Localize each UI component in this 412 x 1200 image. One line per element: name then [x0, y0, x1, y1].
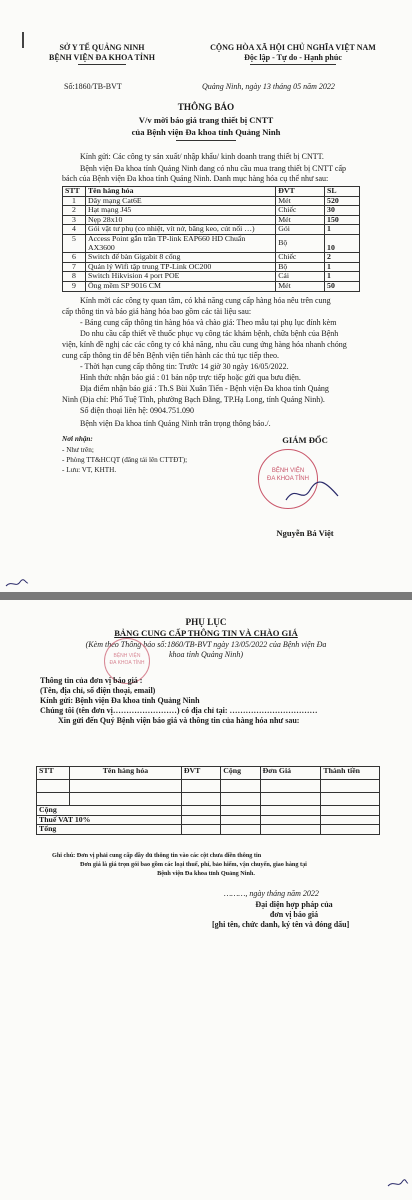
initial-mark	[4, 578, 30, 590]
body-line: - Thời hạn cung cấp thông tin: Trước 14 giờ 30 ngày 16/05/2022.	[80, 362, 289, 371]
sign-date: ………, ngày tháng năm 2022	[224, 889, 319, 898]
recipient-item: - Lưu: VT, KHTH.	[62, 466, 117, 474]
table-cell	[181, 780, 220, 793]
item-unit: Mét	[276, 281, 325, 291]
signer-title: GIÁM ĐỐC	[282, 435, 328, 445]
item-unit: Gói	[276, 225, 325, 235]
item-quantity: 50	[325, 281, 360, 291]
table-cell	[221, 815, 260, 825]
column-header: STT	[37, 767, 70, 780]
recipient-item: - Phòng TT&HCQT (đăng tải lên CTTĐT);	[62, 456, 188, 464]
item-name: Nẹp 28x10	[85, 215, 275, 225]
stamp-text: ĐA KHOA TỈNH	[109, 660, 145, 666]
body-line: Do nhu cầu cấp thiết về thuốc phục vụ công tác khám bệnh, chữa bệnh của Bệnh	[80, 329, 339, 338]
column-header: Tên hàng hóa	[85, 187, 275, 197]
intro-line: Xin gửi đến Quý Bệnh viện báo giá và thông tin của hàng hóa như sau:	[58, 716, 300, 725]
item-name: Dây mạng Cat6E	[85, 196, 275, 206]
table-cell	[37, 780, 70, 793]
body-line: Số điện thoại liên hệ: 0904.751.090	[80, 406, 194, 415]
item-name-line: AX3600	[87, 242, 115, 252]
appendix-subtitle: BẢNG CUNG CẤP THÔNG TIN VÀ CHÀO GIÁ	[114, 628, 298, 638]
representative-hint: [ghi tên, chức danh, ký tên và đóng dấu]	[212, 920, 350, 929]
initial-mark	[386, 1178, 410, 1190]
stamp-text: BỆNH VIỆN	[271, 468, 305, 474]
table-cell	[260, 825, 321, 835]
body-line: Bệnh viện Đa khoa tỉnh Quảng Ninh trân trọng thông báo./.	[80, 419, 271, 428]
item-name: Hạt mạng J45	[85, 206, 275, 216]
item-quantity: 520	[325, 196, 360, 206]
issue-date: Quảng Ninh, ngày 13 tháng 05 năm 2022	[202, 82, 335, 91]
notice-page	[0, 0, 412, 592]
item-name: Quản lý Wifi tập trung TP-Link OC200	[85, 262, 275, 272]
recipients-title: Nơi nhận:	[62, 435, 93, 443]
row-index: 8	[63, 272, 86, 282]
column-header: Tên hàng hóa	[70, 767, 182, 780]
item-quantity: 150	[325, 215, 360, 225]
table-row	[37, 780, 380, 793]
item-quantity: 1	[325, 272, 360, 282]
table-cell	[221, 780, 260, 793]
appendix-title: PHỤ LỤC	[185, 617, 227, 627]
vendor-info-hint: (Tên, địa chỉ, số điện thoại, email)	[40, 686, 156, 695]
column-header: Cộng	[221, 767, 260, 780]
divider	[78, 64, 126, 65]
item-quantity: 30	[325, 206, 360, 216]
row-index: 3	[63, 215, 86, 225]
table-cell	[181, 815, 220, 825]
table-row	[63, 281, 360, 291]
column-header: STT	[63, 187, 86, 197]
column-header: ĐVT	[181, 767, 220, 780]
table-cell	[70, 793, 182, 806]
table-header-row	[37, 767, 380, 780]
table-cell	[260, 793, 321, 806]
table-cell	[321, 780, 380, 793]
appendix-reference: (Kèm theo Thông báo số:1860/TB-BVT ngày 13/05/2022 của Bệnh viện Đa	[85, 640, 327, 649]
representative-label: đơn vị báo giá	[269, 910, 319, 919]
signature	[282, 478, 342, 508]
item-quantity: 1	[325, 262, 360, 272]
table-cell	[260, 806, 321, 816]
body-line: Địa điểm nhận báo giá : Th.S Bùi Xuân Tiến - Bệnh viện Đa khoa tỉnh Quảng	[80, 384, 329, 393]
summary-label: Cộng	[37, 806, 182, 816]
table-header-row	[63, 187, 360, 197]
divider	[176, 140, 236, 141]
notice-title: THÔNG BÁO	[177, 102, 235, 112]
item-unit: Chiếc	[276, 206, 325, 216]
body-line: cấp thông tin và báo giá hàng hóa bao gồm các tài liệu sau:	[62, 307, 252, 316]
table-cell	[37, 793, 70, 806]
table-cell	[70, 780, 182, 793]
table-row	[37, 793, 380, 806]
representative-label: Đại diện hợp pháp của	[255, 900, 333, 909]
note-line: Đơn giá là giá trọn gói bao gồm các loại thuế, phí, bảo hiểm, vận chuyển, giao hàng tại	[80, 861, 307, 868]
vendor-line: Chúng tôi (tên đơn vị……………………) có địa chỉ tại: ……………………………	[40, 706, 318, 715]
national-title: CỘNG HÒA XÃ HỘI CHỦ NGHĨA VIỆT NAM	[210, 43, 376, 52]
table-row	[63, 234, 360, 252]
notice-subject-2: của Bệnh viện Đa khoa tỉnh Quảng Ninh	[131, 127, 281, 137]
body-line: cung cấp thông tin để bên Bệnh viện tiến hành các thủ tục tiếp theo.	[62, 351, 280, 360]
table-row	[63, 206, 360, 216]
item-unit: Mét	[276, 215, 325, 225]
summary-row	[37, 806, 380, 816]
stamp-text: BỆNH VIỆN	[113, 653, 141, 659]
row-index: 6	[63, 253, 86, 263]
body-line: Ninh (Địa chỉ: Phố Tuệ Tĩnh, phường Bạch Đằng, TP.Hạ Long, tỉnh Quảng Ninh).	[62, 395, 325, 404]
intro-line: bách của Bệnh viện Đa khoa tỉnh Quảng Ninh. Danh mục hàng hóa cụ thể như sau:	[62, 174, 329, 183]
table-cell	[221, 793, 260, 806]
notice-subject: V/v mời báo giá trang thiết bị CNTT	[138, 115, 274, 125]
row-index: 1	[63, 196, 86, 206]
item-name-line: Access Point gắn trần TP-link EAP660 HD Chuẩn	[87, 233, 246, 243]
note-line: Bệnh viện Đa khoa tỉnh Quảng Ninh.	[157, 870, 255, 877]
table-cell	[321, 793, 380, 806]
table-cell	[321, 815, 380, 825]
table-cell	[321, 825, 380, 835]
note-line: Ghi chú: Đơn vị phải cung cấp đầy đủ thông tin vào các cột chưa điền thông tin	[52, 852, 262, 859]
divider	[250, 64, 336, 65]
item-name: Ống mềm SP 9016 CM	[85, 281, 275, 291]
intro-line: Bệnh viện Đa khoa tỉnh Quảng Ninh đang có nhu cầu mua trang thiết bị CNTT cấp	[80, 164, 347, 173]
recipient-item: - Như trên;	[62, 446, 94, 454]
table-cell	[181, 793, 220, 806]
row-index: 4	[63, 225, 86, 235]
body-line: Kính mời các công ty quan tâm, có khả năng cung cấp hàng hóa nêu trên cung	[80, 296, 331, 305]
row-index: 9	[63, 281, 86, 291]
table-cell	[321, 806, 380, 816]
item-quantity: 1	[325, 225, 360, 235]
column-header: SL	[325, 187, 360, 197]
item-unit: Mét	[276, 196, 325, 206]
binding-mark	[22, 32, 24, 48]
column-header: Đơn Giá	[260, 767, 321, 780]
quote-table	[36, 766, 380, 835]
item-unit: Bộ	[276, 262, 325, 272]
item-name: Switch Hikvision 4 port POE	[85, 272, 275, 282]
table-row	[63, 272, 360, 282]
column-header: ĐVT	[276, 187, 325, 197]
row-index: 7	[63, 262, 86, 272]
document-number: Số:1860/TB-BVT	[64, 82, 122, 91]
item-name	[85, 234, 275, 252]
summary-row	[37, 815, 380, 825]
item-name: Switch để bàn Gigabit 8 cổng	[85, 253, 275, 263]
appendix-page	[0, 600, 412, 1200]
table-cell	[181, 825, 220, 835]
stamp-text: ĐA KHOA TỈNH	[267, 476, 309, 482]
table-cell	[181, 806, 220, 816]
body-line: viện, kính đề nghị các các công ty có khả năng, nhu cầu cung ứng hàng hóa nhanh chóng	[62, 340, 347, 349]
body-line: - Bảng cung cấp thông tin hàng hóa và chào giá: Theo mẫu tại phụ lục đính kèm	[80, 318, 337, 327]
national-motto: Độc lập - Tự do - Hạnh phúc	[244, 53, 342, 62]
item-quantity: 2	[325, 253, 360, 263]
table-row	[63, 253, 360, 263]
column-header: Thành tiền	[321, 767, 380, 780]
greeting: Kính gửi: Các công ty sản xuất/ nhập khẩu/ kinh doanh trang thiết bị CNTT.	[80, 152, 324, 161]
table-cell	[221, 806, 260, 816]
summary-label: Tổng	[37, 825, 182, 835]
item-unit: Chiếc	[276, 253, 325, 263]
org-hospital: BỆNH VIỆN ĐA KHOA TỈNH	[49, 53, 155, 62]
body-line: Hình thức nhận báo giá : 01 bản nộp trực tiếp hoặc gửi qua bưu điện.	[80, 373, 301, 382]
addressee: Kính gửi: Bệnh viện Đa khoa tỉnh Quảng Ninh	[40, 696, 200, 705]
appendix-reference-2: khoa tỉnh Quảng Ninh)	[169, 650, 243, 659]
item-quantity: 10	[325, 234, 360, 252]
item-unit: Cái	[276, 272, 325, 282]
table-cell	[260, 780, 321, 793]
row-index: 2	[63, 206, 86, 216]
row-index: 5	[63, 234, 86, 252]
vendor-info-title: Thông tin của đơn vị báo giá :	[40, 676, 143, 685]
org-ministry: SỞ Y TẾ QUẢNG NINH	[59, 43, 145, 52]
goods-table	[62, 186, 360, 292]
signer-name: Nguyễn Bá Việt	[276, 528, 334, 538]
item-name: Gói vật tư phụ (co nhiệt, vít nở, băng keo, cút nối …)	[85, 225, 275, 235]
table-cell	[221, 825, 260, 835]
summary-row	[37, 825, 380, 835]
item-unit: Bộ	[276, 234, 325, 252]
table-cell	[260, 815, 321, 825]
summary-label: Thuế VAT 10%	[37, 815, 182, 825]
